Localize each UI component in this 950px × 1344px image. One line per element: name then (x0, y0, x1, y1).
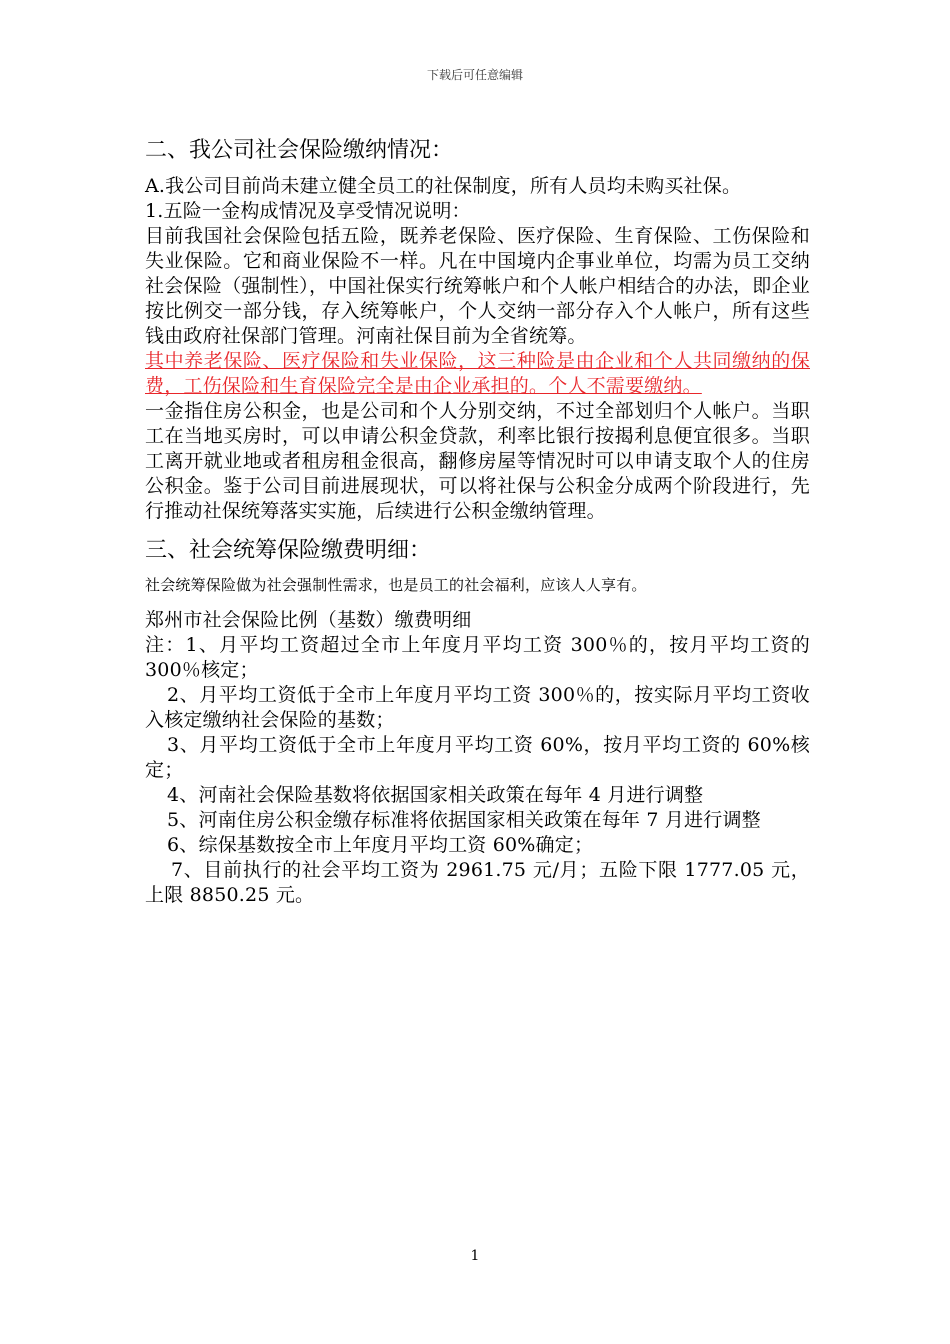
page-number: 1 (470, 1248, 480, 1264)
section-2-paragraph-a: A.我公司目前尚未建立健全员工的社保制度，所有人员均未购买社保。 (145, 175, 742, 197)
header-note: 下载后可任意编辑 (426, 68, 523, 82)
note-2: 2、月平均工资低于全市上年度月平均工资 300％的，按实际月平均工资收入核定缴纳社会保险的基数； (145, 684, 810, 731)
note-1: 注：1、月平均工资超过全市上年度月平均工资 300％的，按月平均工资的 300％核定； (145, 634, 810, 681)
note-5: 5、河南住房公积金缴存标准将依据国家相关政策在每年 7 月进行调整 (167, 809, 761, 831)
section-2-paragraph-housing-fund: 一金指住房公积金，也是公司和个人分别交纳，不过全部划归个人帐户。当职工在当地买房时，可以申请公积金贷款，利率比银行按揭利息便宜很多。当职工离开就业地或者租房租金很高，翻修房屋等情况时可以申请支取个人的住房公积金。鉴于公司目前进展现状，可以将社保与公积金分成两个阶段进行，先行推动社保统筹落实实施，后续进行公积金缴纳管理。 (145, 400, 810, 522)
section-3-intro: 社会统筹保险做为社会强制性需求，也是员工的社会福利，应该人人享有。 (145, 576, 647, 594)
section-2-paragraph-five-insurances: 目前我国社会保险包括五险，既养老保险、医疗保险、生育保险、工伤保险和失业保险。它和商业保险不一样。凡在中国境内企事业单位，均需为员工交纳社会保险（强制性），中国社保实行统筹帐户和个人帐户相结合的办法，即企业按比例交一部分钱，存入统筹帐户，个人交纳一部分存入个人帐户，所有这些钱由政府社保部门管理。河南社保目前为全省统筹。 (145, 225, 810, 347)
section-2-title: 二、我公司社会保险缴纳情况： (145, 138, 454, 163)
document-body (145, 134, 810, 908)
section-2-subtitle: 1.五险一金构成情况及享受情况说明： (145, 200, 471, 222)
note-4: 4、河南社会保险基数将依据国家相关政策在每年 4 月进行调整 (167, 784, 704, 806)
note-7: 7、目前执行的社会平均工资为 2961.75 元/月；五险下限 1777.05 元，上限 8850.25 元。 (145, 859, 810, 906)
section-2-paragraph-highlight: 其中养老保险、医疗保险和失业保险，这三种险是由企业和个人共同缴纳的保费，工伤保险和生育保险完全是由企业承担的。个人不需要缴纳。 (145, 350, 810, 397)
section-3-title: 三、社会统筹保险缴费明细： (145, 538, 432, 563)
section-3-table-title: 郑州市社会保险比例（基数）缴费明细 (145, 609, 472, 631)
note-3: 3、月平均工资低于全市上年度月平均工资 60%，按月平均工资的 60%核定； (145, 734, 810, 781)
note-6: 6、综保基数按全市上年度月平均工资 60%确定； (167, 834, 594, 856)
